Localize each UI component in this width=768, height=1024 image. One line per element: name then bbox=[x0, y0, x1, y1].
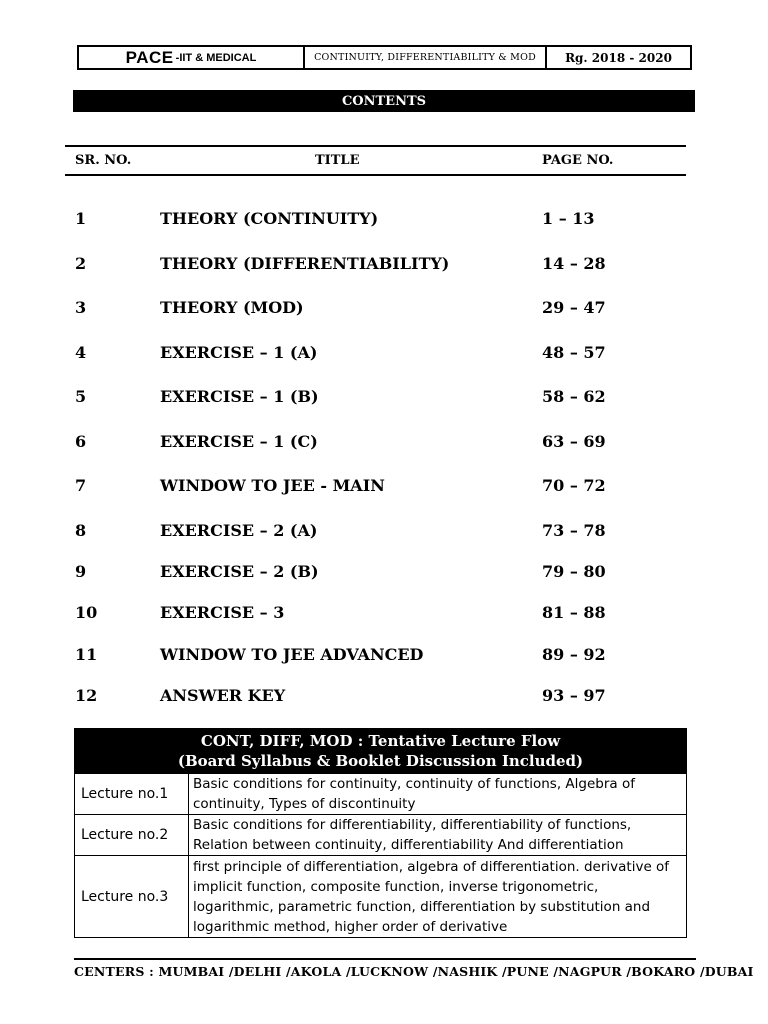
toc-sr: 9 bbox=[75, 562, 87, 581]
centers-footer: CENTERS : MUMBAI /DELHI /AKOLA /LUCKNOW /NASHIK /PUNE /NAGPUR /BOKARO /DUBAI bbox=[74, 958, 696, 979]
toc-row bbox=[0, 432, 768, 456]
toc-sr: 8 bbox=[75, 521, 87, 540]
pace-logo bbox=[79, 47, 305, 68]
toc-title: WINDOW TO JEE - MAIN bbox=[160, 476, 385, 495]
toc-sr: 6 bbox=[75, 432, 87, 451]
toc-title: EXERCISE – 2 (B) bbox=[160, 562, 319, 581]
toc-pages: 1 – 13 bbox=[542, 209, 595, 228]
toc-pages: 79 – 80 bbox=[542, 562, 606, 581]
toc-sr: 12 bbox=[75, 686, 98, 705]
toc-row bbox=[0, 603, 768, 627]
lecture-heading-line2: (Board Syllabus & Booklet Discussion Included) bbox=[177, 752, 584, 770]
toc-sr: 3 bbox=[75, 298, 87, 317]
toc-title: ANSWER KEY bbox=[160, 686, 286, 705]
toc-row bbox=[0, 476, 768, 500]
toc-row bbox=[0, 686, 768, 710]
toc-pages: 29 – 47 bbox=[542, 298, 606, 317]
lecture-flow-table bbox=[74, 728, 687, 938]
toc-title: THEORY (CONTINUITY) bbox=[160, 209, 379, 228]
lecture-description: first principle of differentiation, algebra of differentiation. derivative of implicit function, composite function, inverse trigonometric, logarithmic, parametric function, differentiation by substitution and logarithmic method, higher order of derivative bbox=[189, 856, 687, 938]
toc-row bbox=[0, 298, 768, 322]
toc-pages: 70 – 72 bbox=[542, 476, 606, 495]
lecture-name: Lecture no.3 bbox=[75, 856, 189, 938]
toc-title: EXERCISE – 3 bbox=[160, 603, 285, 622]
lecture-row bbox=[75, 774, 687, 815]
toc-pages: 48 – 57 bbox=[542, 343, 606, 362]
toc-row bbox=[0, 645, 768, 669]
toc-title: EXERCISE – 2 (A) bbox=[160, 521, 318, 540]
toc-title: EXERCISE – 1 (B) bbox=[160, 387, 319, 406]
toc-sr: 7 bbox=[75, 476, 87, 495]
toc-pages: 93 – 97 bbox=[542, 686, 606, 705]
lecture-description: Basic conditions for differentiability, differentiability of functions, Relation between continuity, differentiability And differentiation bbox=[189, 815, 687, 856]
lecture-name: Lecture no.1 bbox=[75, 774, 189, 815]
toc-sr: 1 bbox=[75, 209, 87, 228]
toc-pages: 63 – 69 bbox=[542, 432, 606, 451]
toc-title: THEORY (DIFFERENTIABILITY) bbox=[160, 254, 450, 273]
toc-title: EXERCISE – 1 (A) bbox=[160, 343, 318, 362]
header-batch: Rg. 2018 - 2020 bbox=[565, 50, 672, 65]
lecture-row bbox=[75, 815, 687, 856]
col-title: TITLE bbox=[315, 153, 360, 168]
toc-row bbox=[0, 209, 768, 233]
toc-pages: 81 – 88 bbox=[542, 603, 606, 622]
col-sr-no: SR. NO. bbox=[75, 153, 132, 168]
page-header bbox=[77, 45, 692, 70]
toc-sr: 11 bbox=[75, 645, 98, 664]
toc-row bbox=[0, 343, 768, 367]
toc-pages: 14 – 28 bbox=[542, 254, 606, 273]
toc-row bbox=[0, 254, 768, 278]
toc-pages: 58 – 62 bbox=[542, 387, 606, 406]
toc-title: EXERCISE – 1 (C) bbox=[160, 432, 318, 451]
toc-sr: 4 bbox=[75, 343, 87, 362]
toc-row bbox=[0, 562, 768, 586]
toc-row bbox=[0, 521, 768, 545]
lecture-flow-heading bbox=[75, 729, 687, 774]
toc-pages: 89 – 92 bbox=[542, 645, 606, 664]
toc-title: THEORY (MOD) bbox=[160, 298, 304, 317]
lecture-description: Basic conditions for continuity, continuity of functions, Algebra of continuity, Types of discontinuity bbox=[189, 774, 687, 815]
contents-title: CONTENTS bbox=[73, 90, 695, 112]
lecture-row bbox=[75, 856, 687, 938]
toc-pages: 73 – 78 bbox=[542, 521, 606, 540]
toc-header bbox=[65, 145, 686, 176]
logo-brand: PACE bbox=[125, 47, 174, 67]
toc-title: WINDOW TO JEE ADVANCED bbox=[160, 645, 424, 664]
header-topic: CONTINUITY, DIFFERENTIABILITY & MOD bbox=[305, 47, 547, 68]
toc-sr: 2 bbox=[75, 254, 87, 273]
toc-row bbox=[0, 387, 768, 411]
lecture-heading-line1: CONT, DIFF, MOD : Tentative Lecture Flow bbox=[200, 732, 561, 750]
toc-sr: 10 bbox=[75, 603, 98, 622]
toc-sr: 5 bbox=[75, 387, 87, 406]
logo-subtitle: -IIT & MEDICAL bbox=[175, 51, 257, 64]
lecture-flow-header bbox=[75, 729, 687, 774]
lecture-name: Lecture no.2 bbox=[75, 815, 189, 856]
col-page-no: PAGE NO. bbox=[542, 153, 614, 168]
